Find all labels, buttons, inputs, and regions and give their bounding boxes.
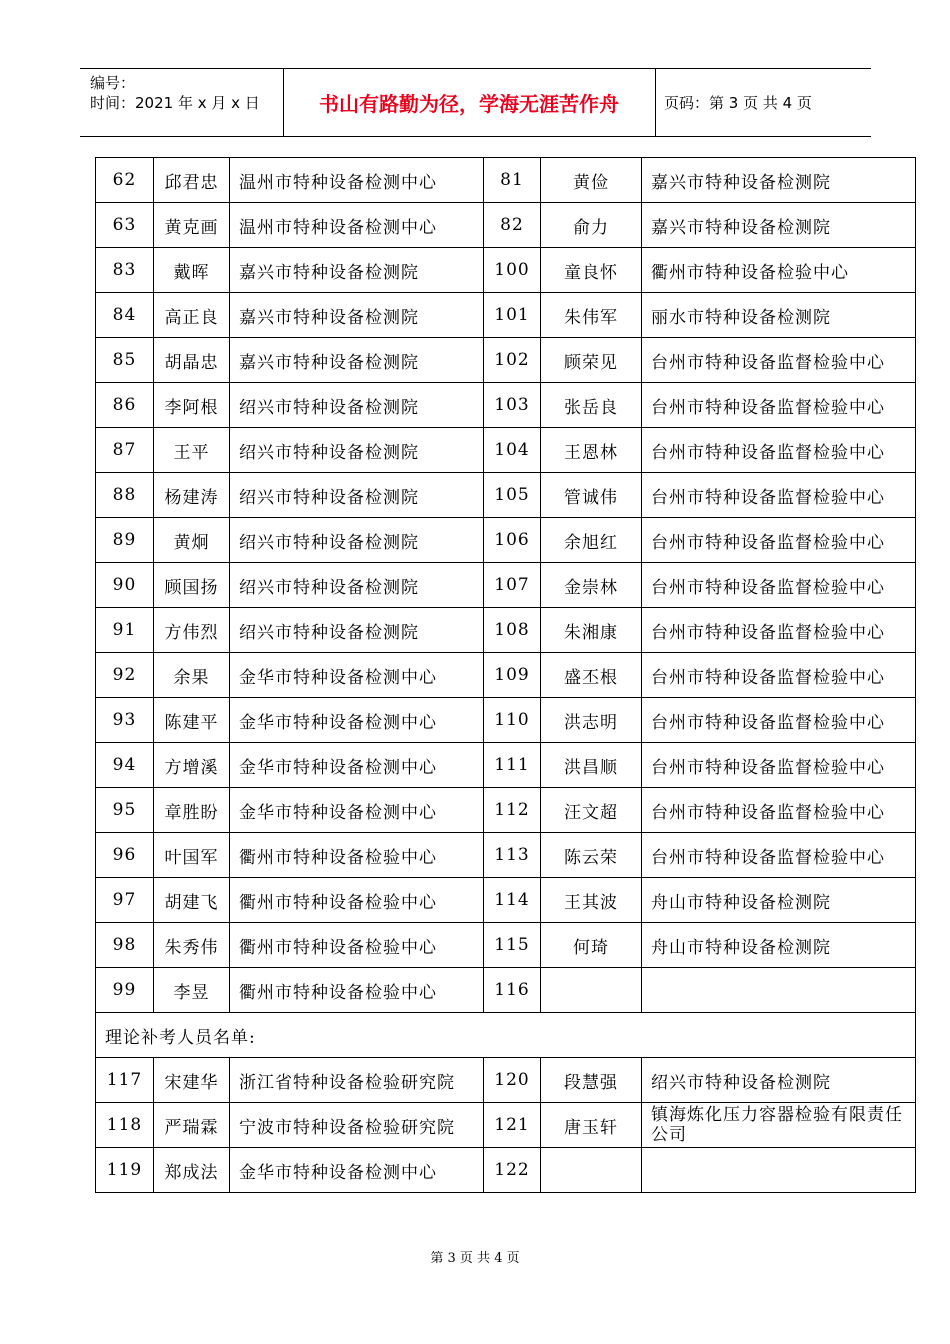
row-number: 100	[484, 248, 541, 293]
row-number: 119	[96, 1148, 154, 1193]
person-name: 陈云荣	[541, 833, 642, 878]
makeup-section	[96, 1013, 916, 1058]
row-number: 82	[484, 203, 541, 248]
row-number: 62	[96, 158, 154, 203]
header-divider	[655, 69, 656, 136]
person-name: 朱伟军	[541, 293, 642, 338]
person-name: 余旭红	[541, 518, 642, 563]
person-name: 方伟烈	[154, 608, 230, 653]
person-name: 高正良	[154, 293, 230, 338]
row-number: 101	[484, 293, 541, 338]
table-row	[96, 563, 916, 608]
table-row	[96, 293, 916, 338]
table-row	[96, 878, 916, 923]
document-time-label: 时间：2021 年 x 月 x 日	[90, 94, 260, 112]
person-name: 顾国扬	[154, 563, 230, 608]
person-name: 黄俭	[541, 158, 642, 203]
unit-name: 台州市特种设备监督检验中心	[642, 383, 916, 428]
table-row	[96, 788, 916, 833]
table-row	[96, 698, 916, 743]
row-number: 89	[96, 518, 154, 563]
unit-name: 舟山市特种设备检测院	[642, 923, 916, 968]
person-name: 李昱	[154, 968, 230, 1013]
person-name: 严瑞霖	[154, 1103, 230, 1148]
person-name: 俞力	[541, 203, 642, 248]
person-name: 王恩林	[541, 428, 642, 473]
table-row	[96, 968, 916, 1013]
person-name: 何琦	[541, 923, 642, 968]
row-number: 92	[96, 653, 154, 698]
unit-name: 浙江省特种设备检验研究院	[230, 1058, 484, 1103]
unit-name: 衢州市特种设备检验中心	[642, 248, 916, 293]
unit-name: 金华市特种设备检测中心	[230, 698, 484, 743]
row-number: 109	[484, 653, 541, 698]
unit-name: 嘉兴市特种设备检测院	[230, 338, 484, 383]
table-row	[96, 1058, 916, 1103]
makeup-table-body	[96, 1058, 916, 1193]
person-name: 叶国军	[154, 833, 230, 878]
unit-name: 镇海炼化压力容器检验有限责任公司	[642, 1103, 916, 1148]
row-number: 113	[484, 833, 541, 878]
person-name: 胡建飞	[154, 878, 230, 923]
row-number: 95	[96, 788, 154, 833]
unit-name: 绍兴市特种设备检测院	[230, 608, 484, 653]
table-row	[96, 653, 916, 698]
person-name: 王平	[154, 428, 230, 473]
row-number: 115	[484, 923, 541, 968]
row-number: 122	[484, 1148, 541, 1193]
page-footer: 第 3 页 共 4 页	[430, 1251, 520, 1266]
row-number: 87	[96, 428, 154, 473]
header-motto: 书山有路勤为径，学海无涯苦作舟	[319, 92, 619, 116]
row-number: 88	[96, 473, 154, 518]
row-number: 99	[96, 968, 154, 1013]
person-name: 朱秀伟	[154, 923, 230, 968]
unit-name: 金华市特种设备检测中心	[230, 788, 484, 833]
section-title: 理论补考人员名单:	[96, 1013, 916, 1058]
row-number: 114	[484, 878, 541, 923]
table-row	[96, 203, 916, 248]
person-name	[541, 1148, 642, 1193]
row-number: 84	[96, 293, 154, 338]
row-number: 97	[96, 878, 154, 923]
header-page-info: 页码：第 3 页 共 4 页	[664, 94, 812, 112]
unit-name: 嘉兴市特种设备检测院	[642, 158, 916, 203]
table-row	[96, 338, 916, 383]
person-name: 段慧强	[541, 1058, 642, 1103]
table-row	[96, 1103, 916, 1148]
person-name: 洪昌顺	[541, 743, 642, 788]
unit-name: 衢州市特种设备检验中心	[230, 923, 484, 968]
row-number: 107	[484, 563, 541, 608]
unit-name: 台州市特种设备监督检验中心	[642, 473, 916, 518]
unit-name: 丽水市特种设备检测院	[642, 293, 916, 338]
person-name: 顾荣见	[541, 338, 642, 383]
person-name: 金崇林	[541, 563, 642, 608]
person-name: 王其波	[541, 878, 642, 923]
person-name: 管诚伟	[541, 473, 642, 518]
unit-name: 嘉兴市特种设备检测院	[642, 203, 916, 248]
unit-name: 温州市特种设备检测中心	[230, 158, 484, 203]
row-number: 105	[484, 473, 541, 518]
unit-name: 温州市特种设备检测中心	[230, 203, 484, 248]
unit-name: 台州市特种设备监督检验中心	[642, 518, 916, 563]
person-name: 陈建平	[154, 698, 230, 743]
unit-name: 台州市特种设备监督检验中心	[642, 833, 916, 878]
unit-name: 台州市特种设备监督检验中心	[642, 428, 916, 473]
row-number: 111	[484, 743, 541, 788]
unit-name	[642, 1148, 916, 1193]
person-name: 洪志明	[541, 698, 642, 743]
person-name: 黄炯	[154, 518, 230, 563]
section-row	[96, 1013, 916, 1058]
person-name: 胡晶忠	[154, 338, 230, 383]
row-number: 96	[96, 833, 154, 878]
person-name: 邱君忠	[154, 158, 230, 203]
person-name: 方增溪	[154, 743, 230, 788]
unit-name: 台州市特种设备监督检验中心	[642, 788, 916, 833]
personnel-table-body	[96, 158, 916, 1013]
table-row	[96, 743, 916, 788]
person-name: 李阿根	[154, 383, 230, 428]
unit-name: 衢州市特种设备检验中心	[230, 878, 484, 923]
person-name	[541, 968, 642, 1013]
person-name: 张岳良	[541, 383, 642, 428]
row-number: 81	[484, 158, 541, 203]
person-name: 唐玉轩	[541, 1103, 642, 1148]
table-row	[96, 428, 916, 473]
person-name: 宋建华	[154, 1058, 230, 1103]
unit-name: 绍兴市特种设备检测院	[230, 428, 484, 473]
table-row	[96, 923, 916, 968]
row-number: 83	[96, 248, 154, 293]
person-name: 黄克画	[154, 203, 230, 248]
header-left	[90, 73, 260, 113]
unit-name: 金华市特种设备检测中心	[230, 743, 484, 788]
table-row	[96, 833, 916, 878]
person-name: 汪文超	[541, 788, 642, 833]
person-name: 余果	[154, 653, 230, 698]
personnel-table	[95, 157, 916, 1193]
row-number: 104	[484, 428, 541, 473]
unit-name: 台州市特种设备监督检验中心	[642, 338, 916, 383]
unit-name: 绍兴市特种设备检测院	[230, 518, 484, 563]
person-name: 朱湘康	[541, 608, 642, 653]
person-name: 盛丕根	[541, 653, 642, 698]
unit-name: 台州市特种设备监督检验中心	[642, 563, 916, 608]
row-number: 112	[484, 788, 541, 833]
row-number: 110	[484, 698, 541, 743]
person-name: 杨建涛	[154, 473, 230, 518]
row-number: 106	[484, 518, 541, 563]
document-number-label: 编号：	[90, 74, 136, 92]
row-number: 63	[96, 203, 154, 248]
unit-name: 台州市特种设备监督检验中心	[642, 608, 916, 653]
unit-name: 台州市特种设备监督检验中心	[642, 653, 916, 698]
unit-name: 金华市特种设备检测中心	[230, 653, 484, 698]
unit-name: 嘉兴市特种设备检测院	[230, 293, 484, 338]
unit-name: 金华市特种设备检测中心	[230, 1148, 484, 1193]
unit-name: 舟山市特种设备检测院	[642, 878, 916, 923]
row-number: 102	[484, 338, 541, 383]
row-number: 93	[96, 698, 154, 743]
unit-name	[642, 968, 916, 1013]
table-row	[96, 608, 916, 653]
row-number: 121	[484, 1103, 541, 1148]
row-number: 94	[96, 743, 154, 788]
table-row	[96, 248, 916, 293]
table-row	[96, 473, 916, 518]
unit-name: 宁波市特种设备检验研究院	[230, 1103, 484, 1148]
table-row	[96, 518, 916, 563]
unit-name: 嘉兴市特种设备检测院	[230, 248, 484, 293]
unit-name: 台州市特种设备监督检验中心	[642, 698, 916, 743]
row-number: 116	[484, 968, 541, 1013]
unit-name: 绍兴市特种设备检测院	[642, 1058, 916, 1103]
table-row	[96, 383, 916, 428]
page-header	[80, 68, 871, 137]
row-number: 90	[96, 563, 154, 608]
unit-name: 绍兴市特种设备检测院	[230, 383, 484, 428]
person-name: 章胜盼	[154, 788, 230, 833]
person-name: 郑成法	[154, 1148, 230, 1193]
row-number: 85	[96, 338, 154, 383]
unit-name: 绍兴市特种设备检测院	[230, 563, 484, 608]
unit-name: 台州市特种设备监督检验中心	[642, 743, 916, 788]
unit-name: 绍兴市特种设备检测院	[230, 473, 484, 518]
person-name: 戴晖	[154, 248, 230, 293]
unit-name: 衢州市特种设备检验中心	[230, 833, 484, 878]
table-row	[96, 158, 916, 203]
row-number: 108	[484, 608, 541, 653]
row-number: 103	[484, 383, 541, 428]
unit-name: 衢州市特种设备检验中心	[230, 968, 484, 1013]
row-number: 118	[96, 1103, 154, 1148]
person-name: 童良怀	[541, 248, 642, 293]
row-number: 91	[96, 608, 154, 653]
row-number: 98	[96, 923, 154, 968]
row-number: 86	[96, 383, 154, 428]
table-row	[96, 1148, 916, 1193]
row-number: 117	[96, 1058, 154, 1103]
row-number: 120	[484, 1058, 541, 1103]
